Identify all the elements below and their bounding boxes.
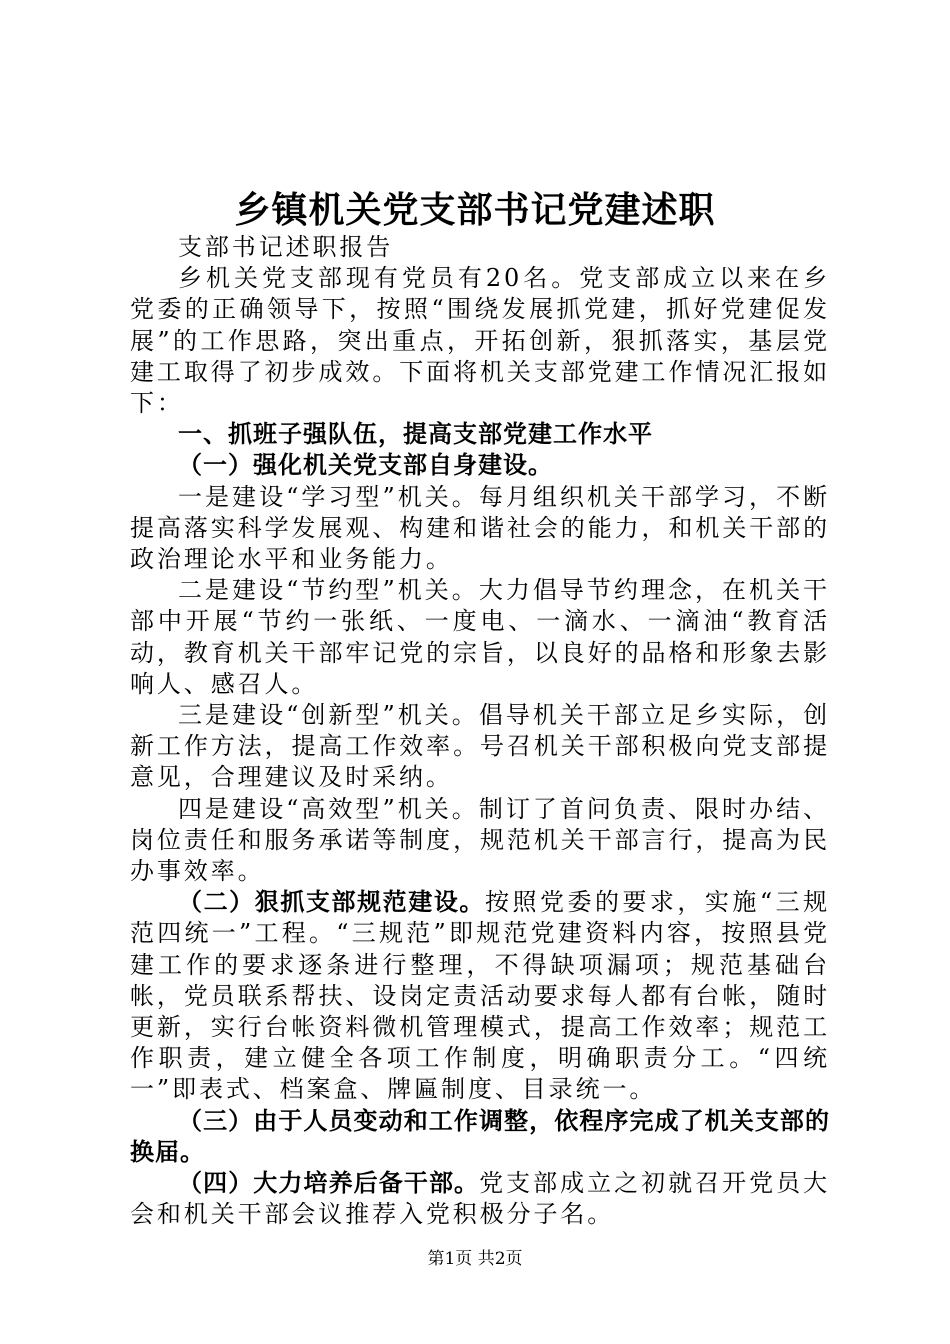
paragraph-text: 按照党委的要求，实施“三规范四统一”工程。“三规范”即规范党建资料内容，按照县党建工作的要求逐条进行整理，不得缺项漏项；规范基础台帐，党员联系帮扶、设岗定责活动要求每人都有台帐，随时更新，实行台帐资料微机管理模式，提高工作效率；规范工作职责，建立健全各项工作制度，明确职责分工。“四统一”即表式、档案盒、牌匾制度、目录统一。 [130,888,830,1104]
subsection-heading: （一）强化机关党支部自身建设。 [178,451,553,480]
document-title: 乡镇机关党支部书记党建述职 [234,190,716,231]
page-footer: 第1页 共2页 [427,1249,523,1269]
paragraph-lead: （二）狠抓支部规范建设。 [178,888,486,917]
section-heading: 一、抓班子强队伍，提高支部党建工作水平 [178,420,653,449]
document-body [130,232,830,1231]
paragraph: 三是建设“创新型”机关。倡导机关干部立足乡实际，创新工作方法，提高工作效率。号召机关干部积极向党支部提意见，合理建议及时采纳。 [130,701,830,792]
paragraph: 乡机关党支部现有党员有20名。党支部成立以来在乡党委的正确领导下，按照“围绕发展抓党建，抓好党建促发展”的工作思路，突出重点，开拓创新，狠抓落实，基层党建工取得了初步成效。下面将机关支部党建工作情况汇报如下： [130,264,830,418]
paragraph: 四是建设“高效型”机关。制订了首问负责、限时办结、岗位责任和服务承诺等制度，规范机关干部言行，提高为民办事效率。 [130,794,830,886]
paragraph-lead: （四）大力培养后备干部。 [178,1169,480,1198]
paragraph: 二是建设“节约型”机关。大力倡导节约理念，在机关干部中开展“节约一张纸、一度电、一滴水、一滴油“教育活动，教育机关干部牢记党的宗旨，以良好的品格和形象去影响人、感召人。 [130,576,830,698]
paragraph-text: 党支部成立之初就召开党员大会和机关干部会议推荐入党积极分子名。 [130,1169,831,1229]
paragraph: 一是建设“学习型”机关。每月组织机关干部学习，不断提高落实科学发展观、构建和谐社会的能力，和机关干部的政治理论水平和业务能力。 [130,482,830,574]
subsection-heading: （三）由于人员变动和工作调整，依程序完成了机关支部的换届。 [130,1106,830,1166]
paragraph: 支部书记述职报告 [178,233,394,261]
paragraph [130,1168,830,1230]
paragraph [130,887,830,1105]
